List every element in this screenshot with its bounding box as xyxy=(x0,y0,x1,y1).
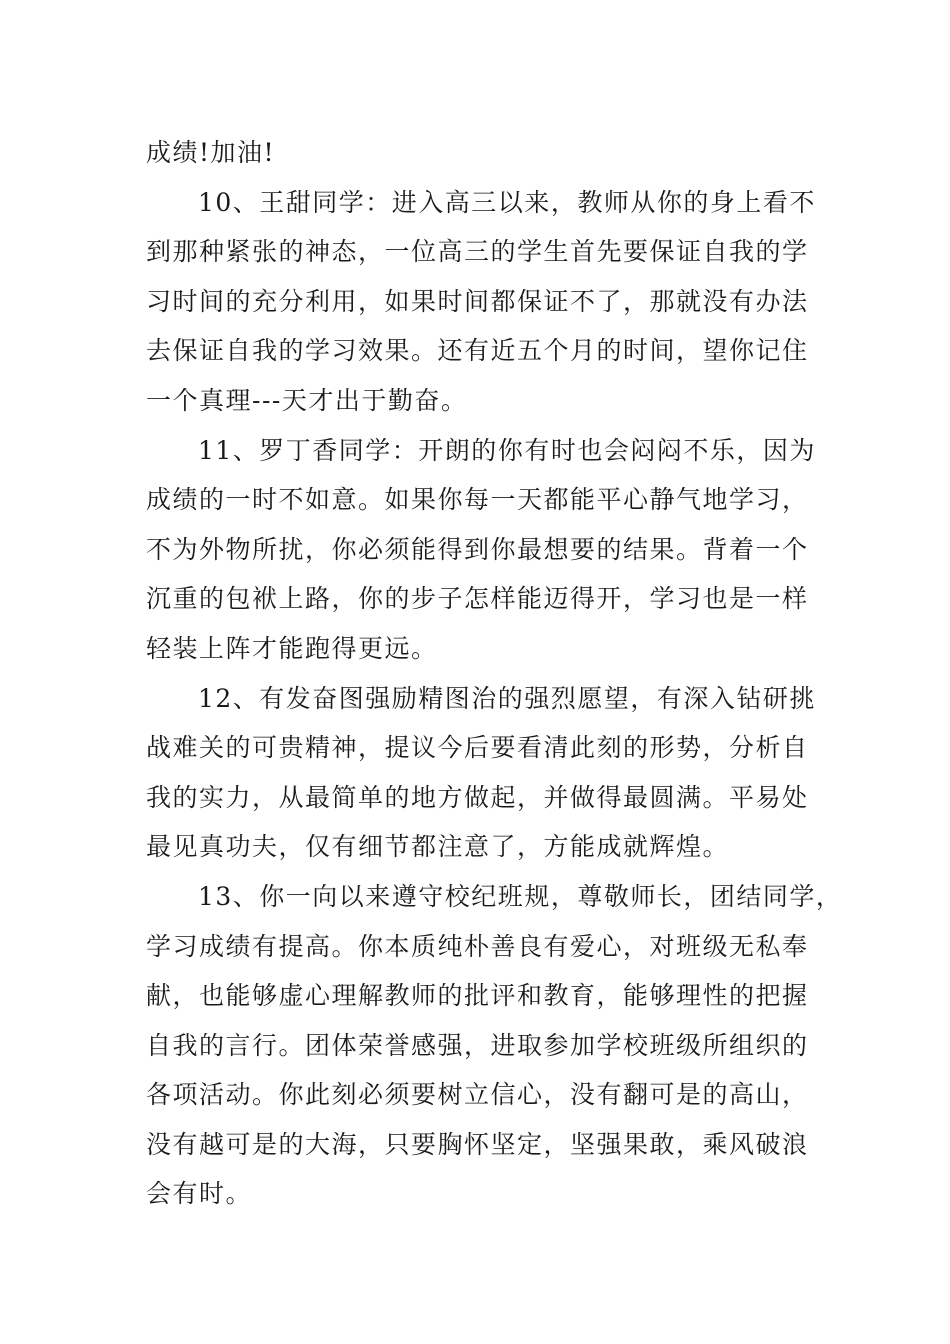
text-line: 习时间的充分利用，如果时间都保证不了，那就没有办法 xyxy=(146,286,809,316)
text-line: 最见真功夫，仅有细节都注意了，方能成就辉煌。 xyxy=(146,832,730,862)
paragraph-start-line: 10、王甜同学：进入高三以来，教师从你的身上看不 xyxy=(198,187,816,217)
text-line: 会有时。 xyxy=(146,1179,253,1209)
text-line: 成绩!加油! xyxy=(146,138,276,167)
text-line: 成绩的一时不如意。如果你每一天都能平心静气地学习， xyxy=(146,485,809,515)
text-line: 各项活动。你此刻必须要树立信心，没有翻可是的高山， xyxy=(146,1080,809,1110)
text-line: 沉重的包袱上路，你的步子怎样能迈得开，学习也是一样 xyxy=(146,584,809,614)
document-body xyxy=(146,128,843,1219)
text-line: 不为外物所扰，你必须能得到你最想要的结果。背着一个 xyxy=(146,534,809,564)
text-line: 我的实力，从最简单的地方做起，并做得最圆满。平易处 xyxy=(146,782,809,812)
text-line: 一个真理---天才出于勤奋。 xyxy=(146,385,468,415)
text-line: 战难关的可贵精神，提议今后要看清此刻的形势，分析自 xyxy=(146,733,809,763)
text-line: 去保证自我的学习效果。还有近五个月的时间，望你记住 xyxy=(146,336,809,366)
text-line: 没有越可是的大海，只要胸怀坚定，坚强果敢，乘风破浪 xyxy=(146,1129,809,1159)
paragraph-start-line: 11、罗丁香同学：开朗的你有时也会闷闷不乐，因为 xyxy=(198,435,816,465)
text-line: 到那种紧张的神态，一位高三的学生首先要保证自我的学 xyxy=(146,237,809,267)
text-line: 轻装上阵才能跑得更远。 xyxy=(146,633,438,663)
paragraph-start-line: 13、你一向以来遵守校纪班规，尊敬师长，团结同学， xyxy=(198,881,843,911)
text-line: 献，也能够虚心理解教师的批评和教育，能够理性的把握 xyxy=(146,981,809,1011)
paragraph-start-line: 12、有发奋图强励精图治的强烈愿望，有深入钻研挑 xyxy=(198,683,816,713)
text-line: 自我的言行。团体荣誉感强，进取参加学校班级所组织的 xyxy=(146,1030,809,1060)
text-line: 学习成绩有提高。你本质纯朴善良有爱心，对班级无私奉 xyxy=(146,931,809,961)
